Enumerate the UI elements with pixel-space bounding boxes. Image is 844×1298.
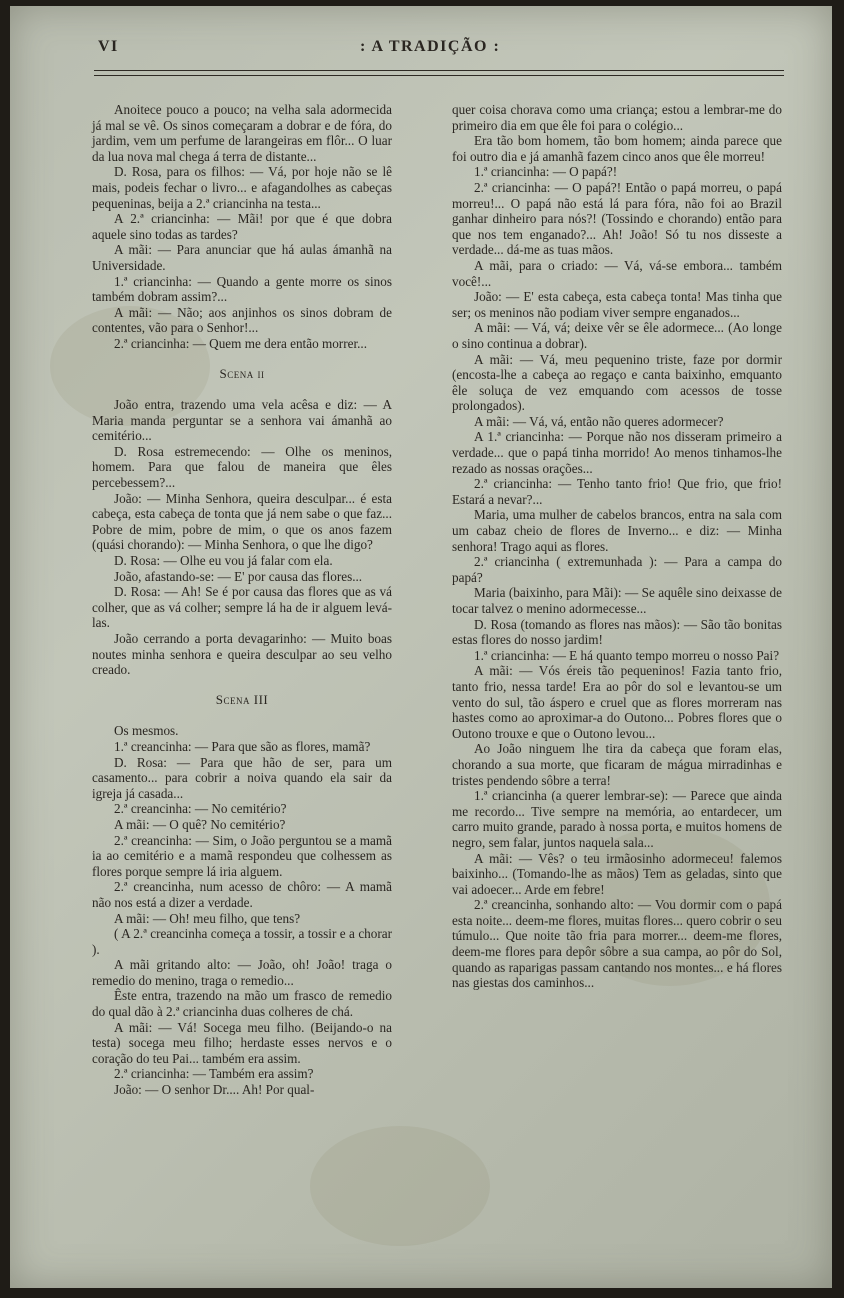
paragraph: João: — E' esta cabeça, esta cabeça tonta! Mas tinha que ser; os meninos não podiam viver sempre enganados... — [452, 289, 782, 320]
paragraph: A mãi: — Não; aos anjinhos os sinos dobram de contentes, vão para o Senhor!... — [92, 304, 392, 336]
paragraph: 2.ª creancinha, num acesso de chôro: — A mamã não nos está a dizer a verdade. — [92, 879, 392, 910]
paragraph: 2.ª criancinha: — Também era assim? — [114, 1066, 314, 1082]
left-column — [92, 102, 392, 1098]
paragraph: 2.ª creancinha: — No cemitério? — [114, 801, 287, 817]
paragraph: D. Rosa estremecendo: — Olhe os meninos, homem. Para que falou de maneira que êles percebessem?... — [92, 443, 392, 491]
paragraph: A 1.ª criancinha: — Porque não nos disseram primeiro a verdade... que o papá tinha morrido! Ao menos tinhamos-lhe rezado as nossas orações... — [452, 429, 782, 476]
paragraph: A mãi: — Vós éreis tão pequeninos! Fazia tanto frio, tanto frio, nessa tarde! Era ao pôr do sol e levantou-se um vento do sul, tão áspero e cruel que as flores morreram nas hastes como ao aproximar-a do Outono... Pobres flores que o Outono trouxe e que o Outono levou... — [452, 663, 782, 741]
paragraph: 2.ª criancinha: — O papá?! Então o papá morreu, o papá morreu!... O papá não está lá para fóra, não foi ao Brazil ganhar dinheiro para nós?! (Tossindo e chorando) então para que nos tem enganado?... Ah! João! Só tu nos disseste a verdade... dá-me as tuas mãos. — [452, 179, 782, 258]
paragraph: ( A 2.ª creancinha começa a tossir, a tossir e a chorar ). — [92, 926, 392, 957]
paragraph: D. Rosa: — Ah! Se é por causa das flores que as vá colher, que as vá colher; sempre lá ha de ir alguem levá-las. — [92, 584, 392, 631]
scene-heading: Scena ii — [219, 365, 265, 381]
paragraph: A mãi: — Vá, meu pequenino triste, faze por dormir (encosta-lhe a cabeça ao regaço e canta baixinho, emquanto êle soluça de vez emquando com acessos de tosse prolongados). — [452, 351, 782, 414]
paragraph: D. Rosa: — Olhe eu vou já falar com ela. — [114, 553, 333, 569]
paragraph: A mãi: — Vá, vá; deixe vêr se êle adormece... (Ao longe o sino continua a dobrar). — [452, 320, 782, 351]
paragraph: 1.ª creancinha: — Para que são as flores, mamã? — [114, 738, 371, 754]
paragraph: A 2.ª criancinha: — Mãi! por que é que dobra aquele sino todas as tardes? — [92, 211, 392, 242]
paragraph: João: — O senhor Dr.... Ah! Por qual- — [114, 1082, 315, 1098]
paragraph: Anoitece pouco a pouco; na velha sala adormecida já mal se vê. Os sinos começaram a dobrar e de fóra, do jardim, vem um perfume de larangeiras em flôr... O luar da lua nova mal chega á terra de distante... — [92, 102, 392, 164]
paragraph: Maria, uma mulher de cabelos brancos, entra na sala com um cabaz cheio de flores de Inverno... e diz: — Minha senhora! Trago aqui as flores. — [452, 507, 782, 554]
paragraph: 2.ª criancinha: — Quem me dera então morrer... — [114, 335, 368, 351]
paragraph: João: — Minha Senhora, queira desculpar... é esta cabeça, esta cabeça de tonta que já nem sabe o que faz... Pobre de mim, pobre de mim, o que os anos fazem (quási chorando): — Minha Senhora, o que lhe digo? — [92, 490, 392, 553]
paragraph: Ao João ninguem lhe tira da cabeça que foram elas, chorando a sua morte, que ficaram de mágua mirradinhas e tristes pendendo sôbre a terra! — [452, 741, 782, 788]
paragraph: quer coisa chorava como uma criança; estou a lembrar-me do primeiro dia em que êle foi para o colégio... — [452, 102, 782, 133]
paragraph: D. Rosa: — Para que hão de ser, para um casamento... para cobrir a noiva quando ela sair da igreja já casada... — [92, 754, 392, 801]
paragraph: 2.ª creancinha: — Sim, o João perguntou se a mamã ia ao cemitério e a mamã respondeu que colhessem as flores porque sempre lá iria alguem. — [92, 832, 392, 879]
page-header — [98, 38, 784, 60]
header-rule-thin — [94, 75, 784, 76]
paragraph: 2.ª criancinha ( extremunhada ): — Para a campa do papá? — [452, 554, 782, 585]
paragraph: 1.ª criancinha (a querer lembrar-se): — Parece que ainda me recordo... Tive sempre na memória, ao entardecer, um carro muito grande, parado à nossa porta, e muitos homens de negro, sem falar, juntos naquela sala... — [452, 788, 782, 850]
header-rule — [94, 70, 784, 71]
paragraph: João cerrando a porta devagarinho: — Muito boas noutes minha senhora e queira desculpar ao seu velho creado. — [92, 631, 392, 678]
publication-title: : A TRADIÇÃO : — [360, 38, 501, 55]
paragraph: A mãi: — O quê? No cemitério? — [114, 816, 286, 832]
paragraph: A mãi: — Vá! Socega meu filho. (Beijando-o na testa) socega meu filho; herdaste esses nervos e o coração do teu Pai... também era assim. — [92, 1019, 392, 1066]
paragraph: João entra, trazendo uma vela acêsa e diz: — A Maria manda perguntar se a senhora vai ámanhã ao cemitério... — [92, 397, 392, 444]
paragraph: Maria (baixinho, para Mãi): — Se aquêle sino deixasse de tocar talvez o menino adormecesse... — [452, 585, 782, 616]
paragraph: 2.ª criancinha: — Tenho tanto frio! Que frio, que frio! Estará a nevar?... — [452, 476, 782, 507]
paragraph: A mãi: — Para anunciar que há aulas ámanhã na Universidade. — [92, 242, 392, 273]
paragraph: A mãi: — Oh! meu filho, que tens? — [114, 910, 301, 926]
paragraph: 1.ª criancinha: — E há quanto tempo morreu o nosso Pai? — [474, 647, 780, 663]
paragraph: Os mesmos. — [114, 723, 179, 739]
paragraph: 1.ª criancinha: — Quando a gente morre os sinos também dobram assim?... — [92, 273, 392, 305]
scene-heading: Scena III — [215, 691, 269, 707]
paragraph: D. Rosa (tomando as flores nas mãos): — São tão bonitas estas flores do nosso jardim! — [452, 616, 782, 648]
paragraph: Êste entra, trazendo na mão um frasco de remedio do qual dão à 2.ª criancinha duas colheres de chá. — [92, 988, 392, 1020]
paragraph: A mãi, para o criado: — Vá, vá-se embora... também você!... — [452, 257, 782, 289]
page-number: VI — [98, 38, 119, 55]
right-column — [452, 102, 782, 991]
paragraph: D. Rosa, para os filhos: — Vá, por hoje não se lê mais, podeis fechar o livro... e afagandolhes as cabeças pequeninas, beija a 2.ª criancinha na testa... — [92, 164, 392, 211]
paragraph: A mãi gritando alto: — João, oh! João! traga o remedio do menino, traga o remedio... — [92, 957, 392, 988]
paragraph: A mãi: — Vá, vá, então não queres adormecer? — [474, 413, 724, 429]
paragraph: Era tão bom homem, tão bom homem; ainda parece que foi outro dia e já amanhã fazem cinco anos que êle morreu! — [452, 133, 782, 164]
paragraph: 1.ª criancinha: — O papá?! — [474, 164, 618, 180]
paragraph: 2.ª creancinha, sonhando alto: — Vou dormir com o papá esta noite... deem-me flores, muitas flores... quero cobrir o seu túmulo... Que noite tão fria para morrer... deem-me flores, deem-me flores para depôr sôbre a sua campa, ao pôr do Sol, quando as raparigas passam cantando nos montes... e há flores nas giestas dos caminhos... — [452, 897, 782, 991]
paragraph: A mãi: — Vês? o teu irmãosinho adormeceu! falemos baixinho... (Tomando-lhe as mãos) Tem as geladas, sinto que vai adoecer... Arde em febre! — [452, 850, 782, 897]
paragraph: João, afastando-se: — E' por causa das flores... — [114, 568, 363, 584]
